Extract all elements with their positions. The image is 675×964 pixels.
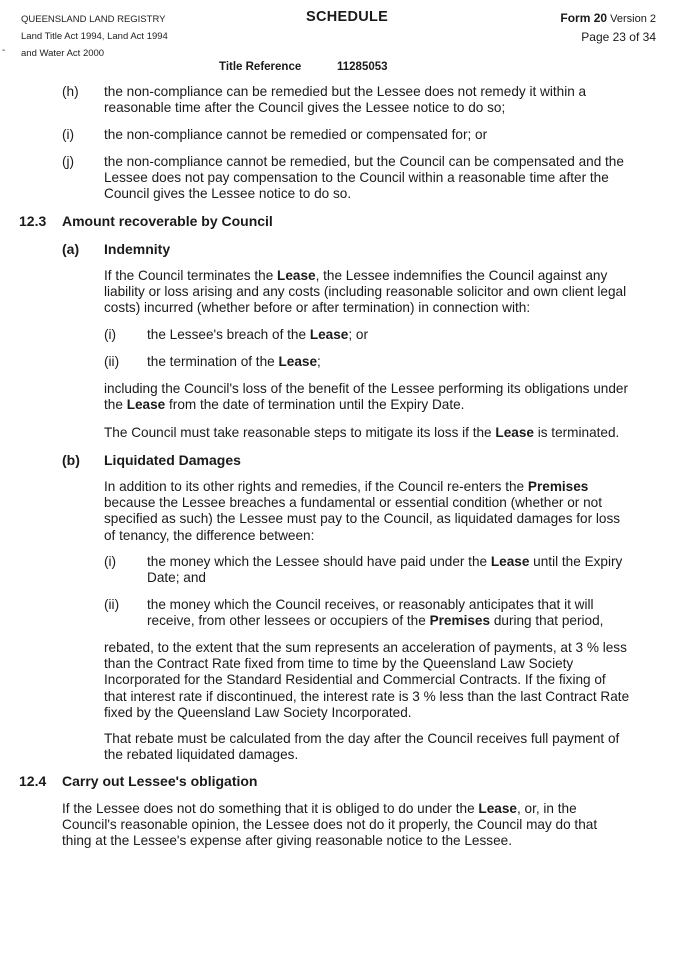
subsection-b-number: (b) (62, 452, 80, 468)
item-j-number: (j) (62, 154, 75, 169)
section-12-3-title: Amount recoverable by Council (62, 213, 273, 229)
rebate-paragraph: rebated, to the extent that the sum represents an acceleration of payments, at 3 % less than the Contract Rate fixed from time to time by the Queensland Law Society Incorporated for the Standard Residential and Commercial Contracts. If the fixing of that interest rate if discontinued, the interest rate is 3 % less than the last Contract Rate fixed by the Queensland Law Society Incorporated. (104, 640, 630, 720)
indemnity-item-ii-text: the termination of the Lease; (147, 354, 321, 369)
item-i-text: the non-compliance cannot be remedied or compensated for; or (104, 127, 488, 142)
subsection-a-title: Indemnity (104, 241, 171, 257)
item-i-number: (i) (62, 127, 75, 142)
title-reference-value: 11285053 (337, 61, 388, 73)
damages-item-i-text: the money which the Lessee should have paid under the Lease until the Expiry Date; and (147, 554, 623, 586)
subsection-b-title: Liquidated Damages (104, 452, 241, 468)
schedule-title: SCHEDULE (306, 9, 389, 25)
form-version: Version 2 (610, 13, 656, 25)
section-12-4-title: Carry out Lessee's obligation (62, 773, 258, 789)
indemnity-continuation: including the Council's loss of the benefit of the Lessee performing its obligations under the Lease from the date of termination until the Expiry Date. (104, 381, 629, 413)
section-12-3-number: 12.3 (19, 213, 47, 229)
acts-line-1: Land Title Act 1994, Land Act 1994 (21, 31, 168, 42)
form-label: Form 20 (560, 11, 608, 25)
rebate-calculation-paragraph: That rebate must be calculated from the day after the Council receives full payment of the rebated liquidated damages. (104, 731, 620, 763)
indemnity-item-ii-number: (ii) (104, 354, 120, 369)
liquidated-damages-paragraph: In addition to its other rights and remedies, if the Council re-enters the Premises because the Lessee breaches a fundamental or essential condition (whether or not specified as such) the Lessee must pay to the Council, as liquidated damages for loss of tenancy, the difference between: (104, 479, 621, 543)
damages-item-i-number: (i) (104, 554, 117, 569)
damages-item-ii-text: the money which the Council receives, or reasonably anticipates that it will receive, from other lessees or occupiers of the Premises during that period, (147, 597, 604, 629)
indemnity-paragraph: If the Council terminates the Lease, the Lessee indemnifies the Council against any liability or loss arising and any costs (including reasonable solicitor and own client legal costs) incurred (whether before or after termination) in connection with: (104, 268, 627, 316)
title-reference-label: Title Reference (219, 61, 302, 73)
section-12-4-number: 12.4 (19, 773, 47, 789)
mitigate-paragraph: The Council must take reasonable steps to mitigate its loss if the Lease is terminated. (104, 425, 620, 440)
item-j-text: the non-compliance cannot be remedied, but the Council can be compensated and the Lessee does not pay compensation to the Council within a reasonable time after the Council gives the Lessee notice to do so. (104, 154, 624, 202)
page-number: Page 23 of 34 (581, 30, 656, 44)
indemnity-item-i-text: the Lessee's breach of the Lease; or (147, 327, 368, 342)
item-h-number: (h) (62, 84, 79, 99)
section-12-4-paragraph: If the Lessee does not do something that it is obliged to do under the Lease, or, in the Council's reasonable opinion, the Lessee does not do it properly, the Council may do that thing at the Lessee's expense after giving reasonable notice to the Lessee. (62, 801, 598, 849)
indemnity-item-i-number: (i) (104, 327, 117, 342)
damages-item-ii-number: (ii) (104, 597, 120, 612)
margin-mark: - (2, 45, 6, 56)
item-h-text: the non-compliance can be remedied but the Lessee does not remedy it within a reasonable time after the Council gives the Lessee notice to do so; (104, 84, 587, 116)
acts-line-2: and Water Act 2000 (21, 48, 105, 59)
form-number (560, 11, 656, 25)
registry-name: QUEENSLAND LAND REGISTRY (21, 14, 166, 25)
subsection-a-number: (a) (62, 241, 80, 257)
